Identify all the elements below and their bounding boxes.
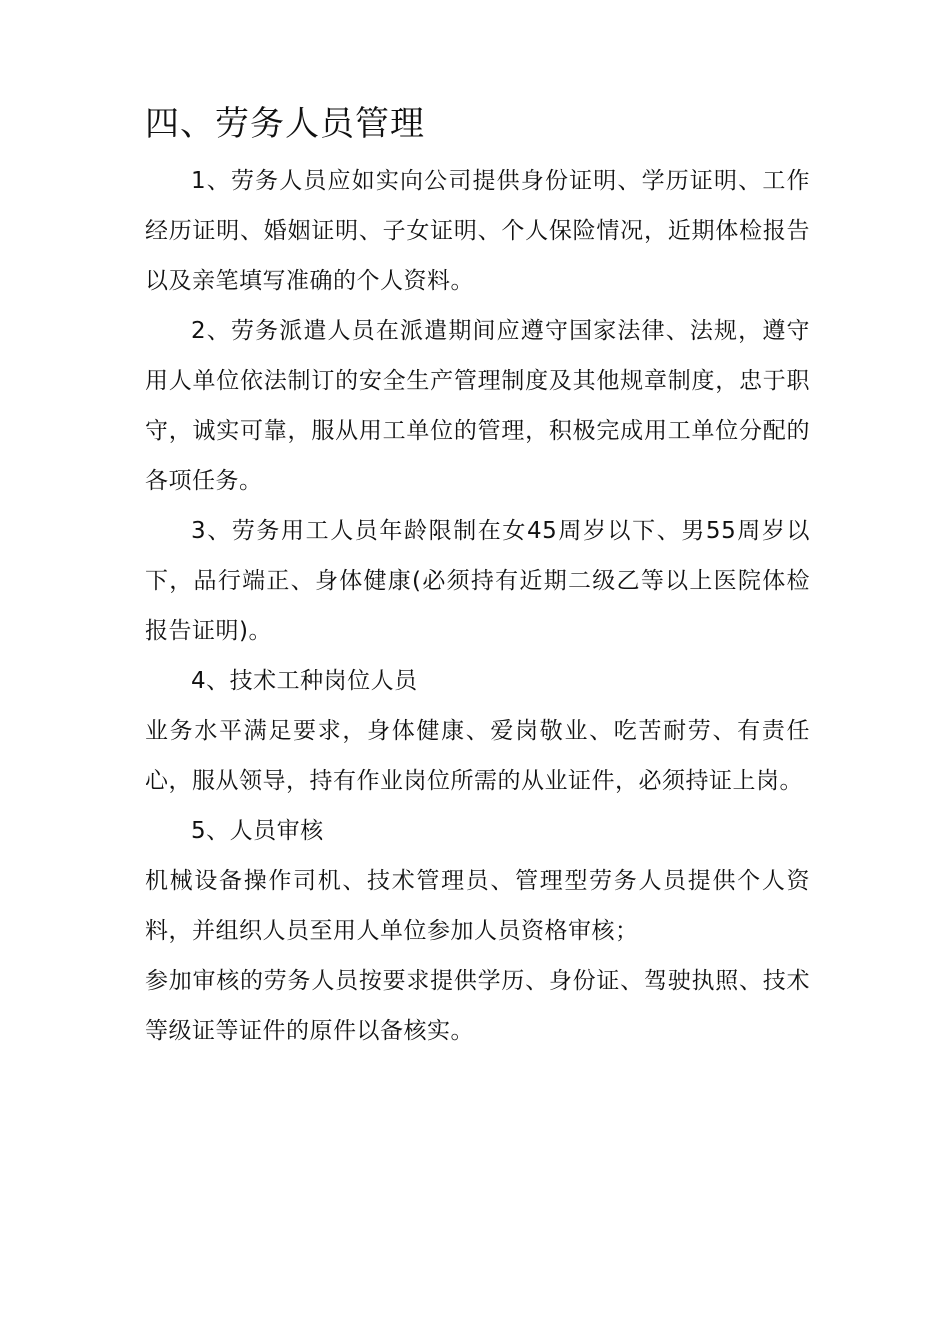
paragraph-5-body-2: 参加审核的劳务人员按要求提供学历、身份证、驾驶执照、技术等级证等证件的原件以备核实。 bbox=[145, 968, 810, 1044]
section-heading: 四、劳务人员管理 bbox=[145, 104, 425, 144]
paragraph-5-title: 5、人员审核 bbox=[191, 818, 324, 844]
paragraph-5-body-1: 机械设备操作司机、技术管理员、管理型劳务人员提供个人资料，并组织人员至用人单位参加人员资格审核； bbox=[145, 868, 810, 944]
paragraph-3: 3、劳务用工人员年龄限制在女45周岁以下、男55周岁以下，品行端正、身体健康(必须持有近期二级乙等以上医院体检报告证明)。 bbox=[145, 518, 810, 644]
document-body bbox=[145, 96, 810, 1056]
paragraph-2: 2、劳务派遣人员在派遣期间应遵守国家法律、法规，遵守用人单位依法制订的安全生产管理制度及其他规章制度，忠于职守，诚实可靠，服从用工单位的管理，积极完成用工单位分配的各项任务。 bbox=[145, 318, 810, 494]
paragraph-4-body: 业务水平满足要求，身体健康、爱岗敬业、吃苦耐劳、有责任心，服从领导，持有作业岗位所需的从业证件，必须持证上岗。 bbox=[145, 718, 810, 794]
paragraph-4-title: 4、技术工种岗位人员 bbox=[191, 668, 418, 694]
paragraph-1: 1、劳务人员应如实向公司提供身份证明、学历证明、工作经历证明、婚姻证明、子女证明、个人保险情况，近期体检报告以及亲笔填写准确的个人资料。 bbox=[145, 168, 810, 294]
